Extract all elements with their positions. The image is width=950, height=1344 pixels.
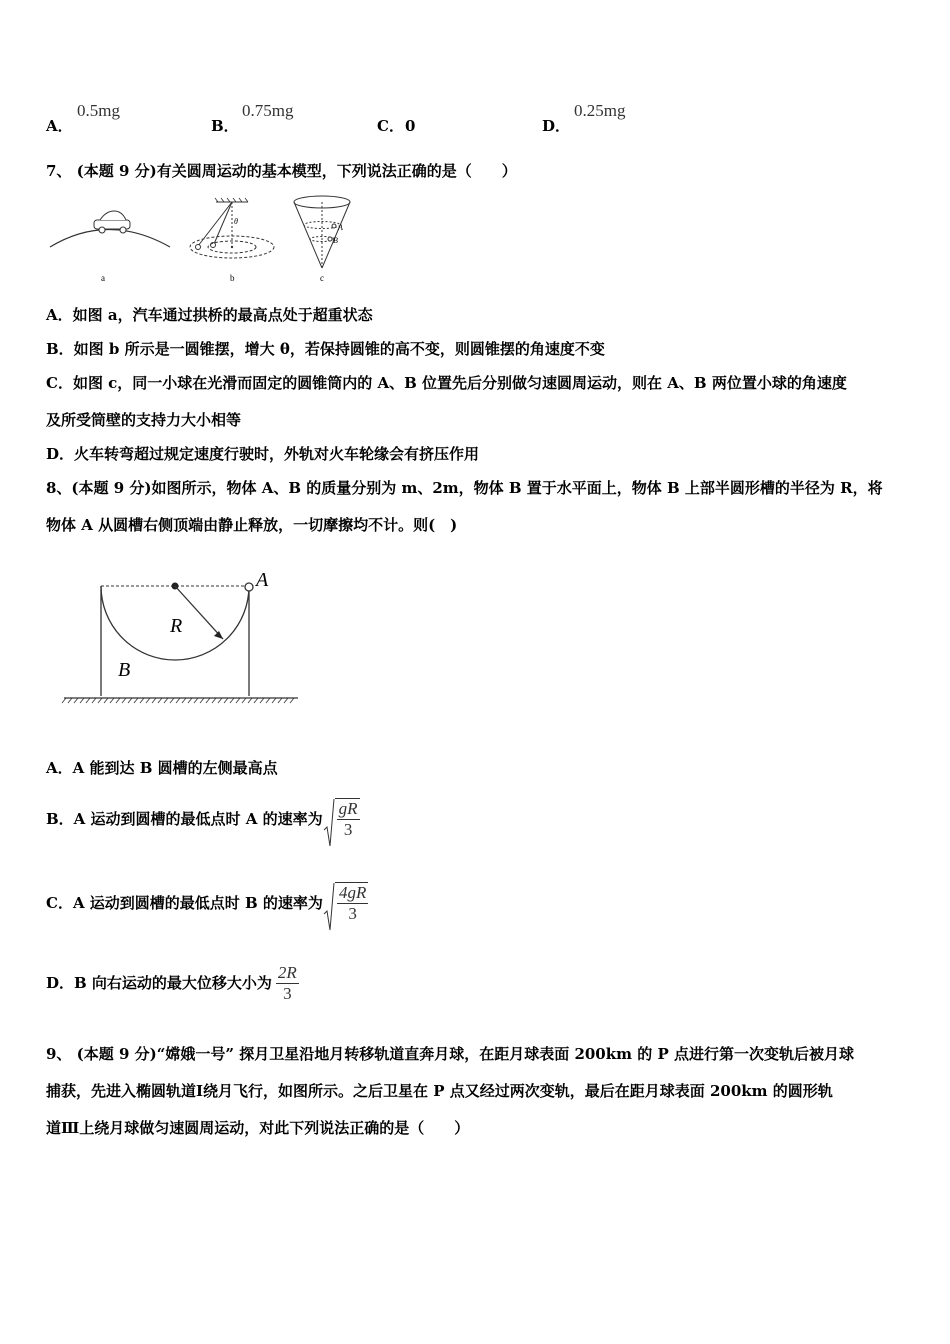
q8-stem-line1: 8、(本题 9 分)如图所示，物体 A、B 的质量分别为 m、2m，物体 B 置于水平面上，物体 B 上部半圆形槽的半径为 R，将 [46,479,883,497]
svg-text:θ: θ [234,217,238,226]
cone-figure [294,196,350,268]
q8-figure [60,564,310,709]
arch-bridge [50,230,170,248]
fig-label-a: a [101,273,105,283]
q7-option-d: D．火车转弯超过规定速度行驶时，外轨对火车轮缘会有挤压作用 [46,445,480,463]
q7-option-b: B．如图 b 所示是一圆锥摆，增大 θ，若保持圆锥的高不变，则圆锥摆的角速度不变 [46,340,605,358]
option-d-value: 0.25mg [574,101,626,120]
q8-option-b: B．A 运动到圆槽的最低点时 A 的速率为 $\frac{gR}{3}$ [46,792,360,846]
q7-option-a: A．如图 a，汽车通过拱桥的最高点处于超重状态 [46,306,373,324]
fig-label-b: b [230,273,235,283]
q9-stem-line3: 道Ⅲ上绕月球做匀速圆周运动，对此下列说法正确的是（ ） [46,1119,470,1137]
q7-option-c-line1: C．如图 c，同一小球在光滑而固定的圆锥筒内的 A、B 位置先后分别做匀速圆周运动，则在 A、B 两位置小球的角速度 [46,374,847,392]
svg-text:B: B [333,236,338,245]
fraction: $\frac{2R}{3}$ [277,962,297,1003]
fig-label-c: c [320,273,324,283]
option-a-label: A． [46,117,73,135]
ground-hatch [62,698,294,703]
conical-pendulum [190,198,274,258]
q9-stem-line1: 9、 (本题 9 分)“嫦娥一号” 探月卫星沿地月转移轨道直奔月球，在距月球表面 200km 的 P 点进行第一次变轨后被月球 [46,1045,854,1063]
option-a-value: 0.5mg [77,101,120,120]
label-R: R [170,615,183,637]
q8-option-c: C．A 运动到圆槽的最低点时 B 的速率为 $\frac{4gR}{3}$ [46,876,368,930]
q7-stem: 7、 (本题 9 分)有关圆周运动的基本模型，下列说法正确的是（ ） [46,162,517,180]
option-c-label: C． [377,117,404,135]
sqrt-expression: $\frac{gR}{3}$ [323,798,360,840]
svg-text:A: A [338,223,343,232]
sqrt-expression: $\frac{4gR}{3}$ [323,882,368,924]
q9-stem-line2: 捕获，先进入椭圆轨道Ⅰ绕月飞行，如图所示。之后卫星在 P 点又经过两次变轨，最后在距月球表面 200km 的圆形轨 [46,1082,833,1100]
label-A: A [256,569,269,591]
q8-option-a: A．A 能到达 B 圆槽的左侧最高点 [46,759,278,777]
q8-option-d: D．B 向右运动的最大位移大小为 $\frac{2R}{3}$ [46,962,297,1003]
q8-stem-line2: 物体 A 从圆槽右侧顶端由静止释放，一切摩擦均不计。则( ) [46,516,458,534]
option-b-value: 0.75mg [242,101,294,120]
option-c-value: 0 [405,117,416,135]
label-B: B [118,659,131,681]
option-b-label: B． [211,117,239,135]
q7-option-c-line2: 及所受筒壁的支持力大小相等 [46,411,242,429]
q7-figure [46,192,366,287]
option-d-label: D． [542,117,571,135]
